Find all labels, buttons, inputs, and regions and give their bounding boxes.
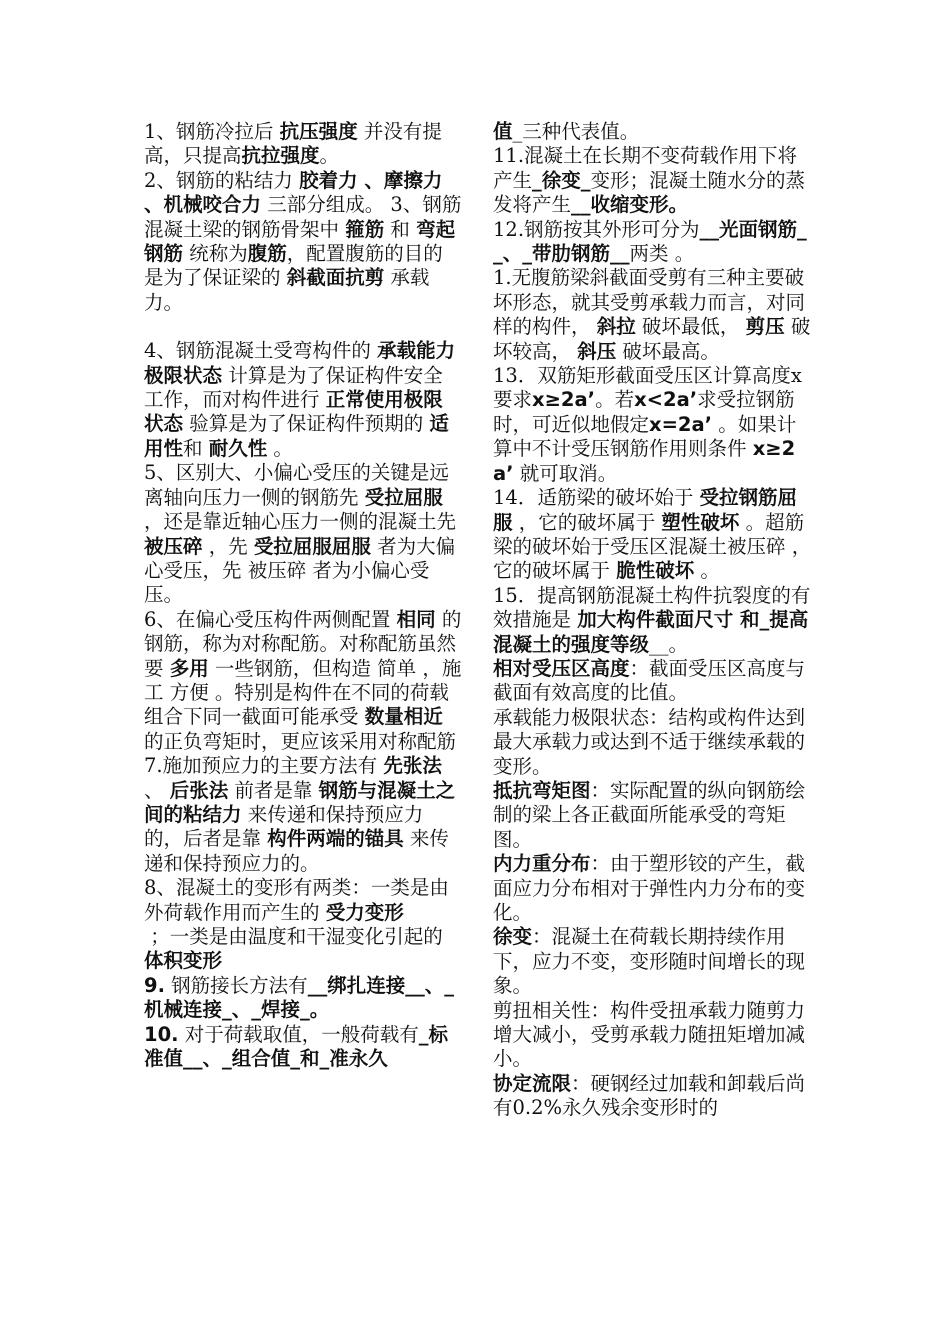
item-10 xyxy=(144,1023,462,1072)
item-8-cont xyxy=(144,925,462,974)
text: 承载能力极限状态：结构或构件达到最大承载力或达到不适于继续承载的变形。 xyxy=(493,705,806,778)
text: 的钢筋，称为对称配筋。对称配筋虽然要 xyxy=(144,607,462,680)
answer: x≥2a’ xyxy=(532,388,596,412)
answer: 构件两端的锚具 xyxy=(267,827,404,851)
text: 14．适筋梁的破坏始于 xyxy=(493,486,700,510)
text: 就可取消。 xyxy=(513,461,618,485)
answer: __收缩变形。 xyxy=(571,193,689,217)
item-7 xyxy=(144,754,462,876)
text: 。若 xyxy=(595,388,635,412)
answer: x=2a’ xyxy=(649,412,713,436)
text: 统称为 xyxy=(183,242,248,266)
text: 破坏较高， xyxy=(493,315,811,363)
text: 和 xyxy=(183,436,209,460)
text: 的正负弯矩时，更应该采用对称配筋 xyxy=(144,705,457,753)
answer: _标准值__、_组合值_和_准永久 xyxy=(144,1022,449,1071)
answer: 腹筋 xyxy=(247,242,287,266)
text: 6、在偏心受压构件两侧配置 xyxy=(144,607,397,631)
item-shear xyxy=(493,266,815,364)
text: ，先 xyxy=(202,534,254,558)
item-13 xyxy=(493,364,815,486)
text: 。如果计算中不计受压钢筋作用则条件 xyxy=(493,412,797,461)
text: 。 xyxy=(319,144,340,168)
item-5 xyxy=(144,461,462,607)
answer: 适用性 xyxy=(144,412,449,460)
definition-shear-torsion xyxy=(493,999,815,1072)
answer: __光面钢筋__、_带肋钢筋__ xyxy=(493,217,807,266)
text: 钢筋接长方法有 xyxy=(164,973,308,997)
text: _三种代表值。 xyxy=(512,120,640,143)
text: 来传递和保持预应力的。 xyxy=(144,827,449,875)
answer: 钢筋与混凝土之间的粘结力 xyxy=(144,778,456,826)
text: 对于荷载取值，一般荷载有 xyxy=(178,1022,419,1046)
item-12 xyxy=(493,218,815,267)
answer: 被压碎 xyxy=(144,534,203,558)
item-15 xyxy=(493,584,815,657)
answer: 数量相近 xyxy=(364,705,443,729)
answer: 弯起钢筋 xyxy=(144,217,456,266)
answer: 加大构件截面尺寸 和_提高混凝土的强度等级 xyxy=(493,608,809,656)
answer: 受拉屈服 xyxy=(364,485,443,509)
text: 变形；混凝土随水分的蒸发将产生 xyxy=(493,168,806,217)
answer: 受拉钢筋屈服 xyxy=(493,486,798,534)
text: 4、钢筋混凝土受弯构件的 xyxy=(144,339,378,363)
answer: x<2a’ xyxy=(634,388,698,412)
item-8 xyxy=(144,876,462,925)
item-14 xyxy=(493,486,818,584)
answer: 剪压 xyxy=(745,315,785,339)
answer: 斜压 xyxy=(577,339,617,363)
number: 10. xyxy=(144,1022,179,1046)
text: __。 xyxy=(649,632,689,656)
answer: 箍筋 xyxy=(345,217,385,241)
item-11 xyxy=(493,144,815,217)
text: ：由于塑形铰的产生，截面应力分布相对于弹性内力分布的变化。 xyxy=(493,852,806,924)
text: 8、混凝土的变形有两类：一类是由外荷载作用而产生的 xyxy=(144,876,449,924)
text: 。超筋梁的破坏始于受压区混凝土被压碎 ， 它的破坏属于 xyxy=(493,510,818,583)
term: 协定流限 xyxy=(493,1071,572,1095)
item-9 xyxy=(144,974,462,1023)
text: 。 xyxy=(694,559,720,583)
answer: 胶着力 、摩擦力 、机械咬合力 xyxy=(144,168,450,217)
item-2-3 xyxy=(144,169,462,315)
text: 11.混凝土在长期不变荷载作用下将产生 xyxy=(493,144,798,192)
answer: 抗拉强度 xyxy=(241,144,320,168)
text: 来传递和保持预应力的，后者是靠 xyxy=(144,802,424,851)
answer: 抗压强度 xyxy=(279,120,358,143)
item-1 xyxy=(144,120,462,169)
number: 9. xyxy=(144,973,165,997)
text: 计算是为了保证构件安全工作，而对构件进行 xyxy=(144,363,443,412)
text: 12.钢筋按其外形可分为 xyxy=(493,217,700,241)
term: 抵抗弯矩图 xyxy=(493,778,591,802)
answer: 塑性破坏 xyxy=(661,510,740,534)
right-column xyxy=(493,120,818,1121)
text: 。 xyxy=(267,436,293,460)
answer: 后张法 xyxy=(169,778,229,802)
answer: 正常使用极限状态 xyxy=(144,388,443,436)
answer: 先张法 xyxy=(383,754,442,778)
answer: 受拉屈服屈服 xyxy=(253,534,371,558)
answer: 体积变形 xyxy=(144,949,223,973)
text: 剪扭相关性：构件受扭承载力随剪力增大减小，受剪承载力随扭矩增加减小。 xyxy=(493,998,806,1071)
text: 13．双筋矩形截面受压区计算高度x要求 xyxy=(493,364,802,412)
text: ：截面受压区高度与截面有效高度的比值。 xyxy=(493,656,806,705)
item-10-cont xyxy=(493,120,815,144)
text: 1、钢筋冷拉后 xyxy=(144,120,280,143)
text: 1.无腹筋梁斜截面受剪有三种主要破坏形态，就其受剪承载力而言，对同样的构件， xyxy=(493,266,806,339)
answer: 相同 xyxy=(396,607,436,631)
answer: 受力变形 xyxy=(325,900,404,924)
term: 内力重分布 xyxy=(493,852,591,876)
text: 前者是靠 xyxy=(228,778,319,802)
item-4 xyxy=(144,339,462,461)
answer: 多用 xyxy=(169,656,209,680)
text: 5、区别大、小偏心受压的关键是远离轴向压力一侧的钢筋先 xyxy=(144,461,449,509)
definition-moment-diagram xyxy=(493,779,815,852)
spacer xyxy=(144,315,462,339)
text: 并没有提高，只提高 xyxy=(144,120,442,168)
answer: _徐变_ xyxy=(532,168,591,192)
answer: 脆性破坏 xyxy=(616,559,695,583)
term: 相对受压区高度 xyxy=(493,656,630,680)
term: 徐变 xyxy=(493,925,533,949)
definition-creep xyxy=(493,925,815,998)
text: 7.施加预应力的主要方法有 xyxy=(144,754,384,778)
definition-redistribution xyxy=(493,852,815,925)
definition-ultimate-limit xyxy=(493,706,815,779)
answer: 斜拉 xyxy=(596,315,636,339)
text: ，配置腹筋的目的是为了保证梁的 xyxy=(144,242,443,290)
text: 两类 。 xyxy=(629,242,695,266)
text: 15．提高钢筋混凝土构件抗裂度的有效措施是 xyxy=(493,583,811,632)
text: ，还是靠近轴心压力一侧的混凝土先 xyxy=(144,485,463,534)
text: ，它的破坏属于 xyxy=(512,510,662,534)
text: 破坏最低， xyxy=(635,315,746,339)
text: ：实际配置的纵向钢筋绘制的梁上各正截面所能承受的弯矩图。 xyxy=(493,778,806,851)
answer: 值 xyxy=(493,120,513,143)
definition-yield xyxy=(493,1072,815,1121)
text: 三部分组成。 3、钢筋混凝土梁的钢筋骨架中 xyxy=(144,193,462,241)
text: 验算是为了保证构件预期的 xyxy=(183,412,430,436)
item-6 xyxy=(144,608,462,754)
text: 2、钢筋的粘结力 xyxy=(144,168,300,192)
text: ：混凝土在荷载长期持续作用下，应力不变，变形随时间增长的现象。 xyxy=(493,925,806,998)
text: 者为大偏心受压，先 被压碎 者为小偏心受压。 xyxy=(144,534,456,607)
answer: __绑扎连接__、_机械连接_、_焊接_。 xyxy=(144,973,454,1022)
text: 承载力。 xyxy=(144,266,430,314)
text: 和 xyxy=(384,217,417,241)
text: 、 xyxy=(144,754,449,802)
answer: 耐久性 xyxy=(208,436,268,460)
text: ；一类是由温度和干湿变化引起的 xyxy=(144,925,449,948)
text: 一些钢筋，但构造 简单 ，施工 方便 。特别是构件在不同的荷载组合下同一截面可能承受 xyxy=(144,656,462,729)
answer: x≥2a’ xyxy=(493,437,796,485)
text: 破坏最高。 xyxy=(616,339,720,363)
answer: 承载能力极限状态 xyxy=(144,339,456,387)
answer: 斜截面抗剪 xyxy=(286,266,385,290)
text: ：硬钢经过加载和卸载后尚有0.2%永久残余变形时的 xyxy=(493,1071,806,1120)
text: 求受拉钢筋时，可近似地假定 xyxy=(493,388,795,436)
left-column xyxy=(144,120,462,1071)
definition-relative-height xyxy=(493,657,815,706)
